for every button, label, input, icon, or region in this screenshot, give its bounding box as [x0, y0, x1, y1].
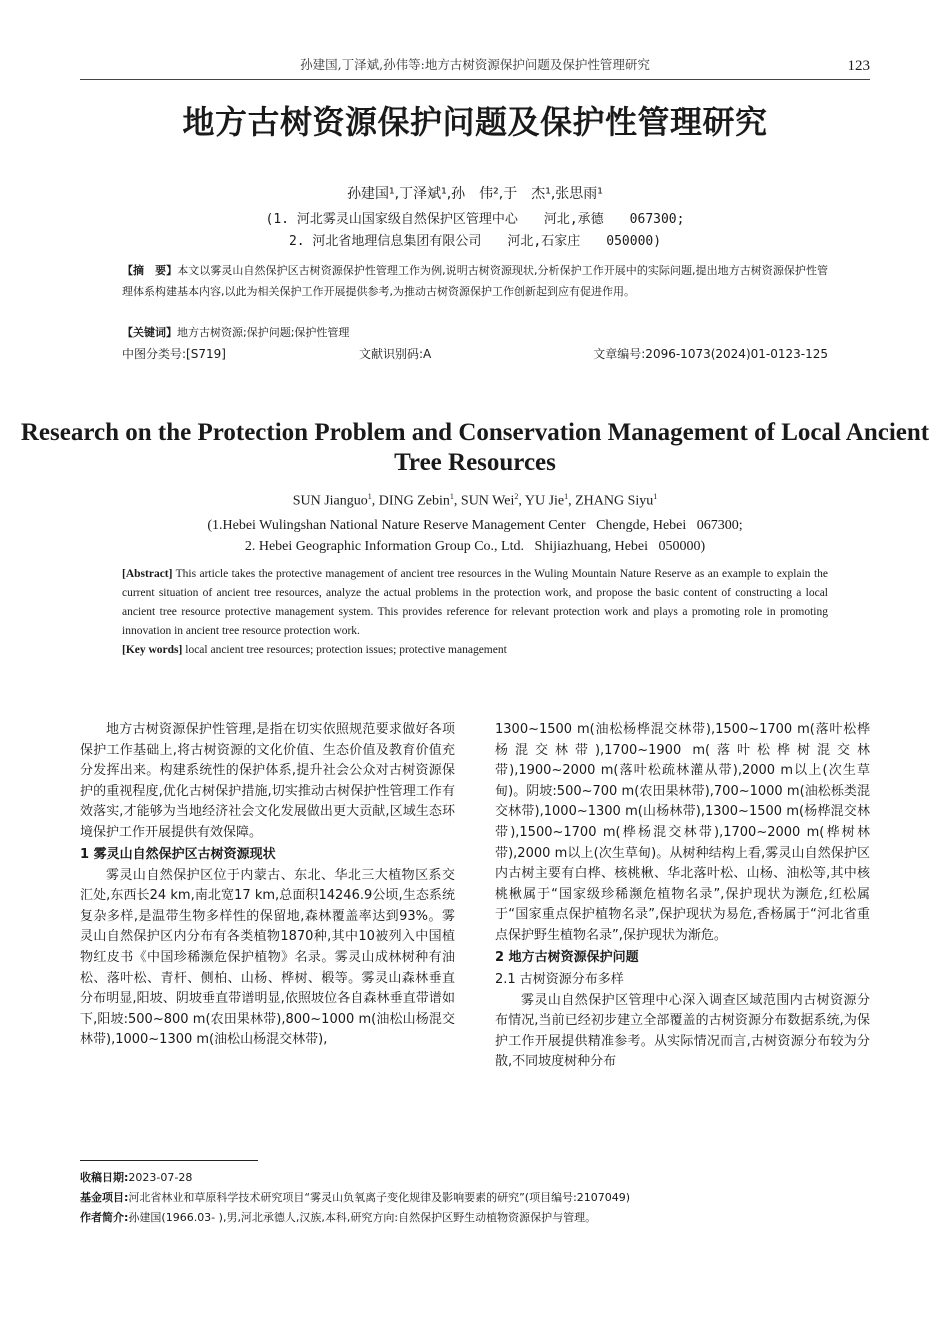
author-en: DING Zebin [378, 493, 450, 509]
section-1-paragraph: 雾灵山自然保护区位于内蒙古、东北、华北三大植物区系交汇处,东西长24 km,南北宽17 km,总面积14246.9公顷,生态系统复杂多样,是温带生物多样性的保留地,森林覆盖率达到93%。雾灵山自然保护区内分布有各类植物1870种,其中10被列入中国植物红皮书《中国珍稀濒危保护植物》名录。雾灵山成林树种有油松、落叶松、青杆、侧柏、山杨、桦树、椴等。雾灵山森林垂直分布明显,阳坡、阴坡垂直带谱明显,依照坡位各自森林垂直带谱如下,阳坡:500~800 m(农田果林带),800~1000 m(油松山杨混交林带),1000~1300 m(油松山杨混交林带), [80, 867, 455, 1048]
section-1-paragraph-continued: 1300~1500 m(油松杨桦混交林带),1500~1700 m(落叶松桦杨混交林带),1700~1900 m(落叶松桦树混交林带),1900~2000 m(落叶松疏林灌从带),2000 m以上(次生草甸)。阴坡:500~700 m(农田果林带),700~1000 m(油松栎类混交林带),1000~1300 m(山杨林带),1300~1500 m(杨桦混交林带),1500~1700 m(桦杨混交林带),1700~2000 m(桦树林带),2000 m以上(次生草甸)。从树种结构上看,雾灵山自然保护区内古树主要有白桦、核桃楸、华北落叶松、山杨、油松等,其中核桃楸属于“国家级珍稀濒危植物名录”,保护现状为濒危,红松属于“国家重点保护植物名录”,保护现状为易危,香杨属于“河北省重点保护野生植物名录”,保护现状为渐危。 [495, 722, 870, 943]
footnote-author: 作者简介:孙建国(1966.03- ),男,河北承德人,汉族,本科,研究方向:自然保护区野生动植物资源保护与管理。 [80, 1211, 597, 1224]
keywords-english [122, 641, 828, 660]
page-number: 123 [847, 58, 870, 74]
keywords-label: 【关键词】 [122, 326, 177, 339]
authors-english: SUN Jianguo$^1$, DING Zebin$^1$, SUN Wei$^2$, YU Jie$^1$, ZHANG Siyu$^1$ [292, 492, 658, 509]
affiliation-chinese-2: 2. 河北省地理信息集团有限公司 河北,石家庄 050000) [288, 234, 662, 249]
body-column-right [495, 720, 870, 1073]
running-title: 孙建国,丁泽斌,孙伟等:地方古树资源保护问题及保护性管理研究 [300, 57, 650, 72]
affiliation-english-2: 2. Hebei Geographic Information Group Co., Ltd. Shijiazhuang, Hebei 050000) [244, 539, 706, 554]
section-2-1-heading: 2.1 古树资源分布多样 [495, 971, 624, 987]
authors-chinese: 孙建国¹,丁泽斌¹,孙 伟²,于 杰¹,张思雨¹ [347, 186, 603, 202]
keywords-chinese [122, 322, 828, 343]
abstract-label: 【摘 要】 [122, 264, 178, 277]
intro-paragraph: 地方古树资源保护性管理,是指在切实依照规范要求做好各项保护工作基础上,将古树资源的文化价值、生态价值及教育价值充分发挥出来。构建系统性的保护体系,提升社会公众对古树资源保护的重视程度,优化古树保护措施,切实推动古树保护性管理工作有效落实,才能够为当地经济社会文化发展做出更大贡献,区域生态环境保护工作开展提供有效保障。 [80, 722, 455, 840]
abstract-label-en: [Abstract] [122, 568, 173, 580]
author-en: ZHANG Siyu [575, 493, 654, 509]
affiliation-english-1: (1.Hebei Wulingshan National Nature Reserve Management Center Chengde, Hebei 067300; [207, 518, 743, 533]
body-column-left [80, 720, 455, 1051]
title-english: Research on the Protection Problem and Conservation Management of Local Ancient Tree Resources [20, 419, 930, 476]
author-en: SUN Jianguo [292, 493, 368, 509]
section-1-heading: 1 雾灵山自然保护区古树资源现状 [80, 846, 276, 862]
keywords-text: 地方古树资源;保护问题;保护性管理 [177, 326, 350, 339]
affiliation-chinese-1: (1. 河北雾灵山国家级自然保护区管理中心 河北,承德 067300; [265, 212, 685, 227]
section-2-heading: 2 地方古树资源保护问题 [495, 949, 639, 965]
keywords-text-en: local ancient tree resources; protection issues; protective management [185, 644, 507, 656]
abstract-text-en: This article takes the protective management of ancient tree resources in the Wuling Mountain Nature Reserve as an example to explain the current situation of ancient tree resources, analyze the actual problems in the protection work, and propose the basic content of constructing a local ancient tree resource protective management system. This provides reference for relevant protection work and plays a promoting role in promoting innovation in ancient tree resource protection work. [122, 568, 828, 637]
document-code: 文献识别码:A [359, 347, 432, 361]
keywords-label-en: [Key words] [122, 644, 183, 656]
abstract-chinese [122, 260, 828, 302]
author-en: SUN Wei [460, 493, 515, 509]
footnote-rule [80, 1160, 258, 1161]
footnote-received: 收稿日期:2023-07-28 [80, 1171, 193, 1184]
abstract-english [122, 565, 828, 641]
footnote-fund: 基金项目:河北省林业和草原科学技术研究项目“雾灵山负氧离子变化规律及影响要素的研究”(项目编号:2107049) [80, 1191, 631, 1204]
author-en: YU Jie [524, 493, 565, 509]
header-rule [80, 79, 870, 80]
abstract-text: 本文以雾灵山自然保护区古树资源保护性管理工作为例,说明古树资源现状,分析保护工作开展中的实际问题,提出地方古树资源保护性管理体系构建基本内容,以此为相关保护工作开展提供参考,为推动古树资源保护工作创新起到应有促进作用。 [122, 264, 828, 298]
clc-number: 中图分类号:[S719] [122, 347, 226, 361]
article-number: 文章编号:2096-1073(2024)01-0123-125 [593, 347, 828, 361]
section-2-1-paragraph: 雾灵山自然保护区管理中心深入调查区域范围内古树资源分布情况,当前已经初步建立全部覆盖的古树资源分布数据系统,为保护工作开展提供精准参考。从实际情况而言,古树资源分布较为分散,不同坡度树种分布 [495, 992, 870, 1070]
title-chinese: 地方古树资源保护问题及保护性管理研究 [182, 103, 768, 141]
classification-row [122, 345, 828, 363]
